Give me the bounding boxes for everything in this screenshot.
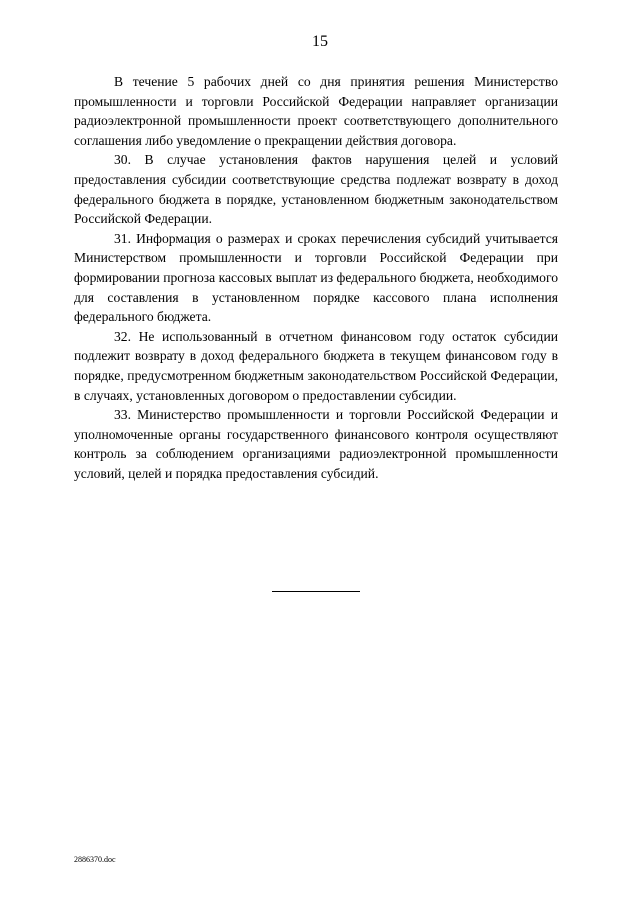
paragraph-intro: В течение 5 рабочих дней со дня принятия решения Министерство промышленности и торговли Российской Федерации направляет организации радиоэлектронной промышленности проект соответствующего дополнительного соглашения либо уведомление о прекращении действия договора. — [74, 74, 558, 148]
paragraph-31: 31. Информация о размерах и сроках перечисления субсидий учитывается Министерством промышленности и торговли Российской Федерации при формировании прогноза кассовых выплат из федерального бюджета, необходимого для составления в установленном порядке кассового плана исполнения федерального бюджета. — [74, 230, 558, 325]
paragraph-32: 32. Не использованный в отчетном финансовом году остаток субсидии подлежит возврату в доход федерального бюджета в текущем финансовом году в порядке, предусмотренном бюджетным законодательством Российской Федерации, в случаях, установленных договором о предоставлении субсидии. — [74, 328, 558, 403]
document-body — [74, 72, 558, 483]
paragraph-33: 33. Министерство промышленности и торговли Российской Федерации и уполномоченные органы государственного финансового контроля осуществляют контроль за соблюдением организациями радиоэлектронной промышленности условий, целей и порядка предоставления субсидий. — [74, 407, 558, 481]
page-number: 15 — [312, 33, 328, 50]
paragraph-30: 30. В случае установления фактов нарушения целей и условий предоставления субсидии соответствующие средства подлежат возврату в доход федерального бюджета в порядке, установленном бюджетным законодательством Российской Федерации. — [74, 152, 558, 227]
end-separator-line — [272, 591, 360, 592]
document-file-code: 2886370.doc — [74, 855, 116, 864]
